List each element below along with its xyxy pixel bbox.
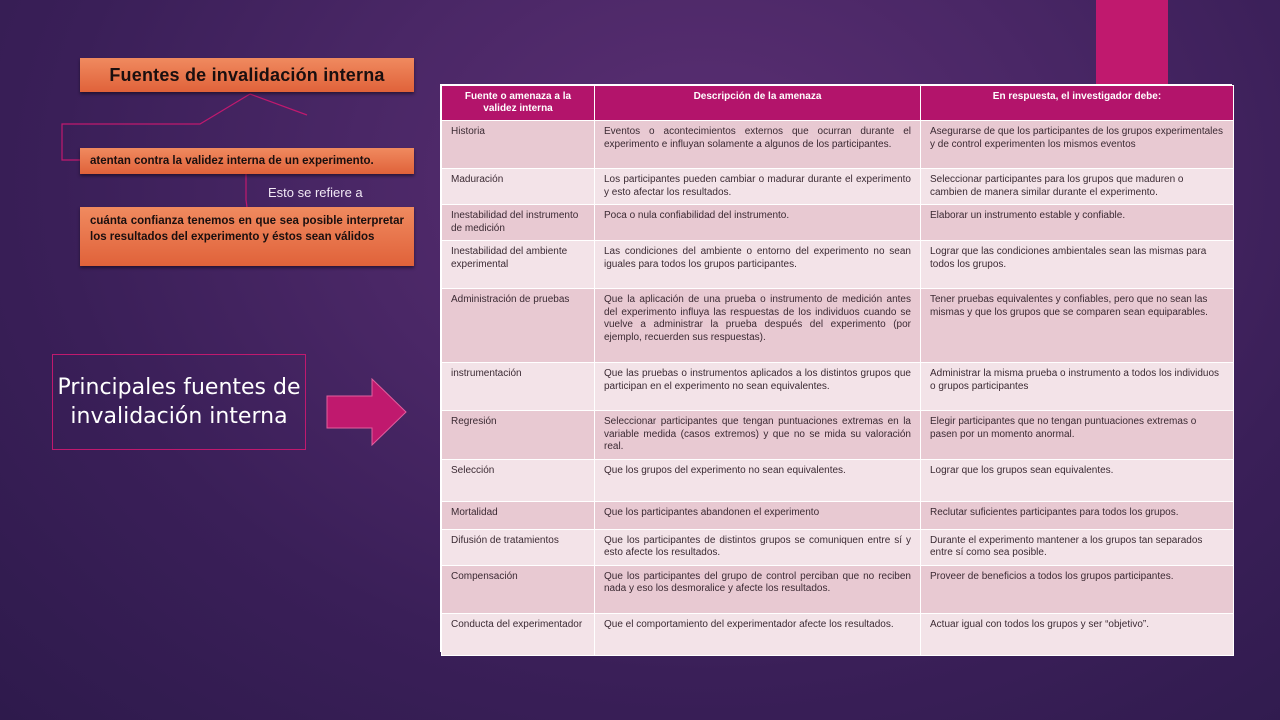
table-row <box>442 565 1234 613</box>
table-row <box>442 501 1234 529</box>
cell-descripcion: Eventos o acontecimientos externos que ocurran durante el experimento e influyan solamente a algunos de los participantes. <box>595 121 921 169</box>
table-row <box>442 121 1234 169</box>
cell-descripcion: Que los participantes abandonen el experimento <box>595 501 921 529</box>
cell-descripcion: Los participantes pueden cambiar o madurar durante el experimento y esto afectar los resultados. <box>595 169 921 205</box>
cell-fuente: Difusión de tratamientos <box>442 529 595 565</box>
table-row <box>442 411 1234 460</box>
cell-descripcion: Que el comportamiento del experimentador afecte los resultados. <box>595 613 921 655</box>
cell-fuente: instrumentación <box>442 363 595 411</box>
table-row <box>442 459 1234 501</box>
table-row <box>442 169 1234 205</box>
cell-descripcion: Que las pruebas o instrumentos aplicados a los distintos grupos que participan en el experimento no sean equivalentes. <box>595 363 921 411</box>
meaning-box: cuánta confianza tenemos en que sea posible interpretar los resultados del experimento y éstos sean válidos <box>80 207 414 266</box>
cell-fuente: Mortalidad <box>442 501 595 529</box>
cell-respuesta: Elaborar un instrumento estable y confiable. <box>921 205 1234 241</box>
cell-respuesta: Reclutar suficientes participantes para todos los grupos. <box>921 501 1234 529</box>
cell-descripcion: Que la aplicación de una prueba o instrumento de medición antes del experimento influya las respuestas de los individuos cuando se vuelve a administrar la prueba después del experimento (por ejemplo, recuerden sus respuestas). <box>595 289 921 363</box>
cell-respuesta: Proveer de beneficios a todos los grupos participantes. <box>921 565 1234 613</box>
cell-fuente: Conducta del experimentador <box>442 613 595 655</box>
cell-descripcion: Poca o nula confiabilidad del instrumento. <box>595 205 921 241</box>
cell-fuente: Administración de pruebas <box>442 289 595 363</box>
cell-respuesta: Asegurarse de que los participantes de los grupos experimentales y de control experimenten los mismos eventos <box>921 121 1234 169</box>
cell-respuesta: Actuar igual con todos los grupos y ser “objetivo”. <box>921 613 1234 655</box>
cell-fuente: Compensación <box>442 565 595 613</box>
cell-respuesta: Lograr que los grupos sean equivalentes. <box>921 459 1234 501</box>
cell-respuesta: Lograr que las condiciones ambientales sean las mismas para todos los grupos. <box>921 241 1234 289</box>
cell-descripcion: Que los grupos del experimento no sean equivalentes. <box>595 459 921 501</box>
cell-respuesta: Elegir participantes que no tengan puntuaciones extremas o pasen por un momento anormal. <box>921 411 1234 460</box>
table-row <box>442 529 1234 565</box>
cell-fuente: Inestabilidad del ambiente experimental <box>442 241 595 289</box>
invalidation-table <box>440 84 1232 652</box>
table-row <box>442 241 1234 289</box>
cell-descripcion: Que los participantes de distintos grupos se comuniquen entre sí y esto afecte los resultados. <box>595 529 921 565</box>
cell-respuesta: Administrar la misma prueba o instrumento a todos los individuos o grupos participantes <box>921 363 1234 411</box>
table-row <box>442 363 1234 411</box>
cell-descripcion: Las condiciones del ambiente o entorno del experimento no sean iguales para todos los grupos participantes. <box>595 241 921 289</box>
cell-respuesta: Tener pruebas equivalentes y confiables, pero que no sean las mismas y que los grupos que se comparen sean equiparables. <box>921 289 1234 363</box>
cell-respuesta: Seleccionar participantes para los grupos que maduren o cambien de manera similar durante el experimento. <box>921 169 1234 205</box>
table-header-row <box>442 86 1234 121</box>
header-fuente: Fuente o amenaza a la validez interna <box>442 86 595 121</box>
table-row <box>442 205 1234 241</box>
cell-fuente: Selección <box>442 459 595 501</box>
table <box>441 85 1234 656</box>
table-row <box>442 613 1234 655</box>
principales-box <box>52 354 306 450</box>
refers-to-label: Esto se refiere a <box>268 185 363 200</box>
principales-label: Principales fuentes de invalidación interna <box>57 375 301 429</box>
header-respuesta: En respuesta, el investigador debe: <box>921 86 1234 121</box>
cell-fuente: Maduración <box>442 169 595 205</box>
cell-respuesta: Durante el experimento mantener a los grupos tan separados entre sí como sea posible. <box>921 529 1234 565</box>
arrow-right-icon <box>326 378 408 446</box>
slide-title: Fuentes de invalidación interna <box>80 58 414 92</box>
cell-descripcion: Que los participantes del grupo de control perciban que no reciben nada y eso los desmoralice y afecte los resultados. <box>595 565 921 613</box>
cell-fuente: Inestabilidad del instrumento de medición <box>442 205 595 241</box>
cell-fuente: Regresión <box>442 411 595 460</box>
cell-fuente: Historia <box>442 121 595 169</box>
header-descripcion: Descripción de la amenaza <box>595 86 921 121</box>
statement-box: atentan contra la validez interna de un experimento. <box>80 148 414 174</box>
cell-descripcion: Seleccionar participantes que tengan puntuaciones extremas en la variable medida (casos extremos) y que no se mida su valoración real. <box>595 411 921 460</box>
table-row <box>442 289 1234 363</box>
